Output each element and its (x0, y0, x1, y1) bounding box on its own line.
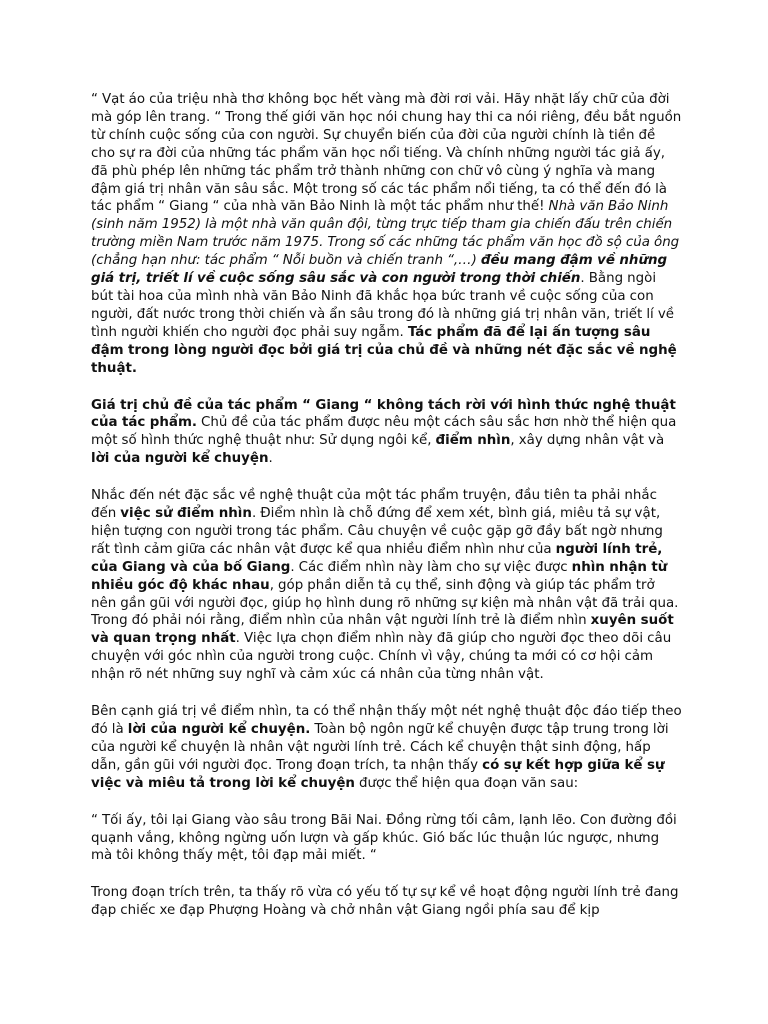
paragraph-4 (91, 703, 682, 793)
text-run: Toàn bộ ngôn ngữ kể chuyện được tập trung trong lời của người kể chuyện là nhân vật người lính trẻ. Cách kể chuyện thật sinh động, hấp dẫn, gần gũi với người đọc. Trong đoạn trích, ta nhận thấy (91, 722, 669, 773)
text-run: “ Vạt áo của triệu nhà thơ không bọc hết vàng mà đời rơi vải. Hãy nhặt lấy chữ của đời mà góp lên trang. “ Trong thế giới văn học nói chung hay thi ca nói riêng, đều bắt nguồn từ chính cuộc sống của con người. Sự chuyển biến của đời của người chính là tiền đề cho sự ra đời của những tác phẩm văn học nổi tiếng. Và chính những người tác giả ấy, đã phù phép lên những tác phẩm trở thành những con chữ vô cùng ý nghĩa và mang đậm giá trị nhân văn sâu sắc. Một trong số các tác phẩm nổi tiếng, ta có thể đến đó là tác phẩm “ Giang “ của nhà văn Bảo Ninh là một tác phẩm như thế! (91, 92, 682, 215)
italic-text: Nhà văn Bảo Ninh (sinh năm 1952) là một nhà văn quân đội, từng trực tiếp tham gia chiến đấu trên chiến trường miền Nam trước năm 1975. Trong số các những tác phẩm văn học đồ sộ của ông (chẳng hạn như: tác phẩm “ Nỗi buồn và chiến tranh “,…) (91, 199, 680, 269)
bold-text: Giá trị chủ đề của tác phẩm “ Giang “ không tách rời với hình thức nghệ thuật của tác phẩm. (91, 397, 676, 431)
text-run: Nhắc đến nét đặc sắc về nghệ thuật của một tác phẩm truyện, đầu tiên ta phải nhắc đến (91, 488, 657, 522)
text-run: Bên cạnh giá trị về điểm nhìn, ta có thể nhận thấy một nét nghệ thuật độc đáo tiếp theo đó là (91, 704, 682, 737)
bold-text: việc sử điểm nhìn (120, 506, 252, 522)
text-run: . Việc lựa chọn điểm nhìn này đã giúp cho người đọc theo dõi câu chuyện với góc nhìn của người trong cuộc. Chính vì vậy, chúng ta mới có cơ hội cảm nhận rõ nét những suy nghĩ và cảm xúc cá nhân của từng nhân vật. (91, 631, 672, 683)
bold-italic-text: đều mang đậm về những giá trị, triết lí về cuộc sống sâu sắc và con người trong thời chiến (91, 253, 668, 287)
text-run: được thể hiện qua đoạn văn sau: (354, 775, 579, 791)
paragraph-1 (91, 91, 682, 378)
bold-text: có sự kết hợp giữa kể sự việc và miêu tả trong lời kể chuyện (91, 757, 665, 791)
text-run: Chủ đề của tác phẩm được nêu một cách sâu sắc hơn nhờ thể hiện qua một số hình thức nghệ thuật như: Sử dụng ngôi kể, (91, 415, 677, 449)
text-run: . Bằng ngòi bút tài hoa của mình nhà văn Bảo Ninh đã khắc họa bức tranh về cuộc sống của con người, đất nước trong thời chiến và ẩn sâu trong đó là những giá trị nhân văn, triết lí về tình người khiến cho người đọc phải suy ngẫm. (91, 271, 674, 340)
paragraph-2 (91, 397, 682, 469)
bold-text: điểm nhìn (435, 433, 511, 449)
bold-text: lời của người kể chuyện (91, 451, 269, 467)
paragraph-5 (91, 812, 682, 866)
text-run: “ Tối ấy, tôi lại Giang vào sâu trong Bãi Nai. Đồng rừng tối câm, lạnh lẽo. Con đường đồi quạnh vắng, không ngừng uốn lượn và gấp khúc. Gió bấc lúc thuận lúc ngược, nhưng mà tôi không thấy mệt, tôi đạp mải miết. “ (91, 812, 677, 864)
text-run: Trong đoạn trích trên, ta thấy rõ vừa có yếu tố tự sự kể về hoạt động người lính trẻ đang đạp chiếc xe đạp Phượng Hoàng và chở nhân vật Giang ngồi phía sau để kịp (91, 885, 679, 919)
bold-text: xuyên suốt và quan trọng nhất (91, 613, 674, 647)
paragraph-3 (91, 487, 682, 684)
paragraph-6 (91, 884, 682, 920)
text-run: . Điểm nhìn là chỗ đứng để xem xét, bình giá, miêu tả sự vật, hiện tượng con người trong tác phẩm. Câu chuyện về cuộc gặp gỡ đầy bất ngờ nhưng rất tình cảm giữa các nhân vật được kể qua nhiều điểm nhìn như của (91, 506, 663, 557)
text-run: , góp phần diễn tả cụ thể, sinh động và giúp tác phẩm trở nên gần gũi với người đọc, giúp họ hình dung rõ những sự kiện mà nhân vật đã trải qua. Trong đó phải nói rằng, điểm nhìn của nhân vật người lính trẻ là điểm nhìn (91, 577, 679, 629)
bold-text: lời của người kể chuyện. (127, 722, 311, 737)
bold-text: nhìn nhận từ nhiều góc độ khác nhau (91, 559, 668, 593)
bold-text: Tác phẩm đã để lại ấn tượng sâu đậm trong lòng người đọc bởi giá trị của chủ đề và những nét đặc sắc về nghệ thuật. (91, 324, 677, 376)
text-run: . Các điểm nhìn này làm cho sự việc được (290, 559, 572, 575)
text-run: , xây dựng nhân vật và (510, 433, 665, 449)
bold-text: người lính trẻ, của Giang và của bố Giang (91, 541, 663, 575)
text-run: . (268, 451, 273, 467)
